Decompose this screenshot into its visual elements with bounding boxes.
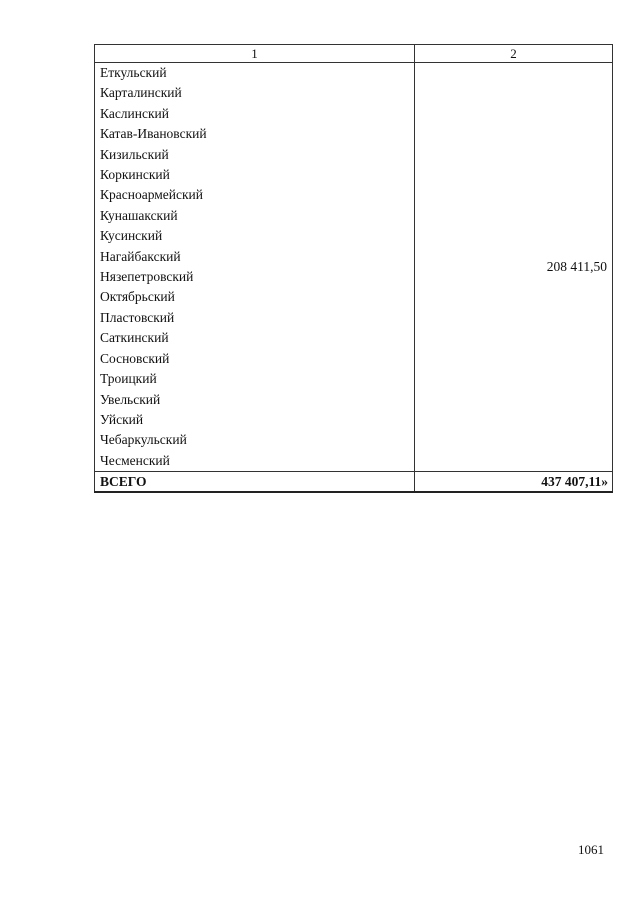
table-row [95,63,613,84]
district-name: Еткульский [95,63,415,84]
district-name: Коркинский [95,165,415,185]
district-name: Карталинский [95,83,415,103]
district-name: Нязепетровский [95,267,415,287]
district-name: Кунашакский [95,206,415,226]
district-name: Чесменский [95,451,415,472]
district-name: Кусинский [95,226,415,246]
page-number: 1061 [578,842,604,857]
district-name: Пластовский [95,308,415,328]
total-label: ВСЕГО [95,472,415,493]
district-name: Троицкий [95,369,415,389]
district-name: Саткинский [95,328,415,348]
district-name: Катав-Ивановский [95,124,415,144]
allocation-table [94,44,613,493]
district-name: Сосновский [95,349,415,369]
district-name: Нагайбакский [95,247,415,267]
district-name: Увельский [95,390,415,410]
total-value: 437 407,11» [415,472,613,493]
group-amount: 208 411,50 [415,63,613,472]
column-header-1: 1 [95,45,415,63]
table-body [95,63,613,493]
district-name: Кизильский [95,145,415,165]
column-header-2: 2 [415,45,613,63]
district-name: Красноармейский [95,185,415,205]
table-header-row [95,45,613,63]
district-name: Чебаркульский [95,430,415,450]
district-name: Октябрьский [95,287,415,307]
total-row [95,472,613,493]
district-name: Уйский [95,410,415,430]
district-name: Каслинский [95,104,415,124]
